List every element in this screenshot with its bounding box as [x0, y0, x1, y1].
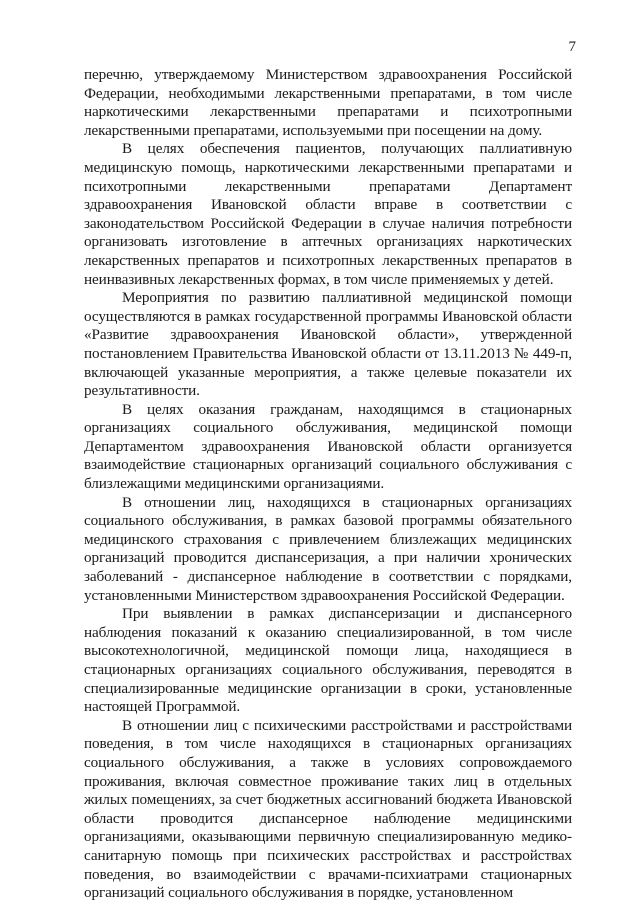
paragraph-continued: перечню, утверждаемому Министерством здравоохранения Российской Федерации, необходимыми лекарственными препаратами, в том числе наркотическими лекарственными препаратами и психотропными лекарственными препаратами, используемыми при посещении на дому.: [84, 66, 572, 139]
paragraph: Мероприятия по развитию паллиативной медицинской помощи осуществляются в рамках государственной программы Ивановской области «Развитие здравоохранения Ивановской области», утвержденной постановлением Правительства Ивановской области от 13.11.2013 № 449-п, включающей указанные мероприятия, а также целевые показатели их результативности.: [84, 289, 572, 400]
document-body: [84, 66, 572, 903]
page-number: 7: [568, 39, 576, 55]
paragraph: В целях обеспечения пациентов, получающих паллиативную медицинскую помощь, наркотическими лекарственными препаратами и психотропными лекарственными препаратами Департамент здравоохранения Ивановской области вправе в соответствии с законодательством Российской Федерации в случае наличия потребности организовать изготовление в аптечных организациях наркотических лекарственных препаратов и психотропных лекарственных препаратов в неинвазивных лекарственных формах, в том числе применяемых у детей.: [84, 140, 572, 288]
paragraph: В отношении лиц с психическими расстройствами и расстройствами поведения, в том числе находящихся в стационарных организациях социального обслуживания, а также в условиях сопровождаемого проживания, включая совместное проживание таких лиц в отдельных жилых помещениях, за счет бюджетных ассигнований бюджета Ивановской области проводится диспансерное наблюдение медицинскими организациями, оказывающими первичную специализированную медико-санитарную помощь при психических расстройствах и расстройствах поведения, во взаимодействии с врачами-психиатрами стационарных организаций социального обслуживания в порядке, установленном: [84, 716, 572, 902]
paragraph: При выявлении в рамках диспансеризации и диспансерного наблюдения показаний к оказанию специализированной, в том числе высокотехнологичной, медицинской помощи лица, находящиеся в стационарных организациях социального обслуживания, переводятся в специализированные медицинские организации в сроки, установленные настоящей Программой.: [84, 605, 572, 716]
paragraph: В целях оказания гражданам, находящимся в стационарных организациях социального обслуживания, медицинской помощи Департаментом здравоохранения Ивановской области организуется взаимодействие стационарных организаций социального обслуживания с близлежащими медицинскими организациями.: [84, 400, 572, 493]
paragraph: В отношении лиц, находящихся в стационарных организациях социального обслуживания, в рамках базовой программы обязательного медицинского страхования с привлечением близлежащих медицинских организаций проводится диспансеризация, а при наличии хронических заболеваний - диспансерное наблюдение в соответствии с порядками, установленными Министерством здравоохранения Российской Федерации.: [84, 493, 572, 604]
